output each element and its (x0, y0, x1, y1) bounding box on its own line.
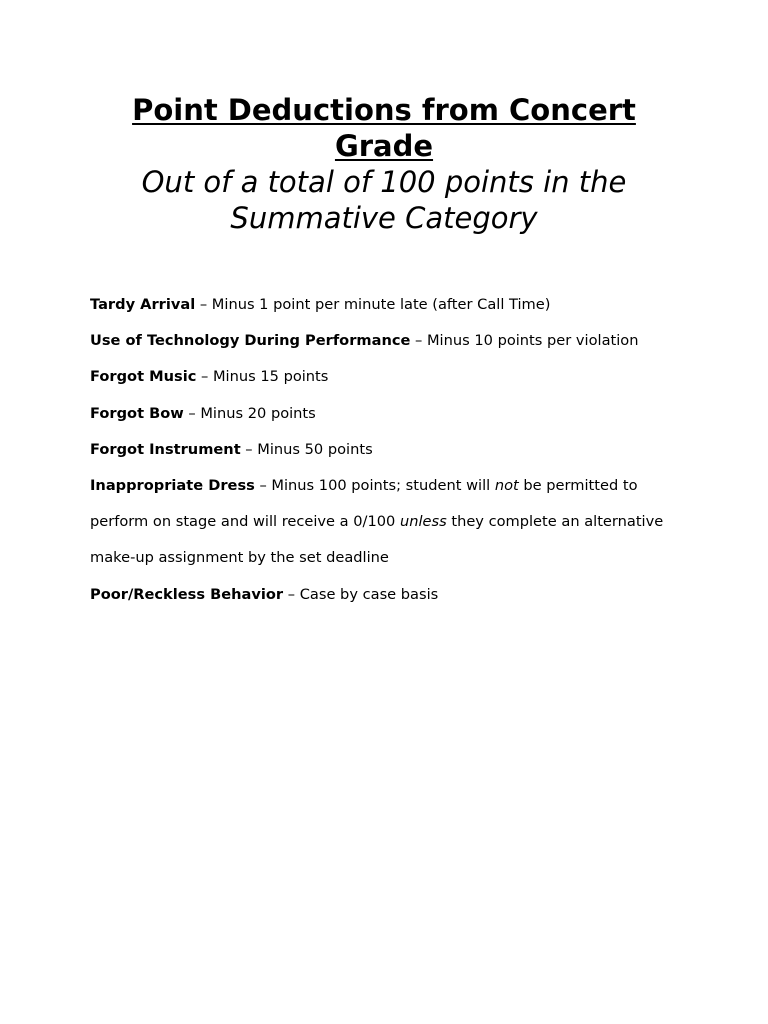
deduction-label: Use of Technology During Performance (90, 332, 411, 350)
deduction-item (90, 468, 690, 577)
emphasis-not: not (494, 477, 519, 495)
deduction-text: Case by case basis (299, 585, 439, 603)
deduction-item (90, 359, 690, 395)
deduction-text-continued: be permitted to perform on stage and will receive a 0/100 (90, 477, 638, 531)
deduction-label: Tardy Arrival (90, 296, 196, 313)
dash-separator: – (240, 440, 258, 458)
deduction-label: Poor/Reckless Behavior (90, 585, 284, 603)
dash-separator: – (183, 404, 201, 422)
deduction-text: Minus 15 points (212, 368, 329, 386)
deduction-item (90, 323, 690, 359)
dash-separator: – (254, 477, 272, 495)
deduction-item (90, 396, 690, 432)
deduction-text: Minus 100 points; student will (271, 477, 495, 495)
deduction-text: Minus 1 point per minute late (after Call Time) (211, 296, 551, 313)
deduction-item (90, 577, 690, 613)
deduction-text: Minus 50 points (257, 440, 373, 458)
deduction-list (90, 287, 690, 613)
deduction-label: Forgot Music (90, 368, 197, 386)
deduction-text: Minus 20 points (200, 404, 316, 422)
deduction-label: Forgot Instrument (90, 440, 241, 458)
dash-separator: – (283, 585, 300, 603)
deduction-item (90, 287, 690, 323)
emphasis-unless: unless (399, 513, 447, 531)
deduction-label: Inappropriate Dress (90, 477, 255, 495)
dash-separator: – (195, 296, 212, 313)
dash-separator: – (196, 368, 213, 386)
document-subtitle: Out of a total of 100 points in the Summative Category (141, 165, 627, 235)
deduction-item (90, 432, 690, 468)
deduction-text-end: they complete an alternative make-up assignment by the set deadline (90, 513, 664, 567)
document-title: Point Deductions from Concert Grade (132, 93, 636, 163)
deduction-label: Forgot Bow (90, 404, 184, 422)
dash-separator: – (410, 332, 427, 350)
title-block (90, 92, 678, 236)
deduction-text: Minus 10 points per violation (426, 332, 639, 350)
